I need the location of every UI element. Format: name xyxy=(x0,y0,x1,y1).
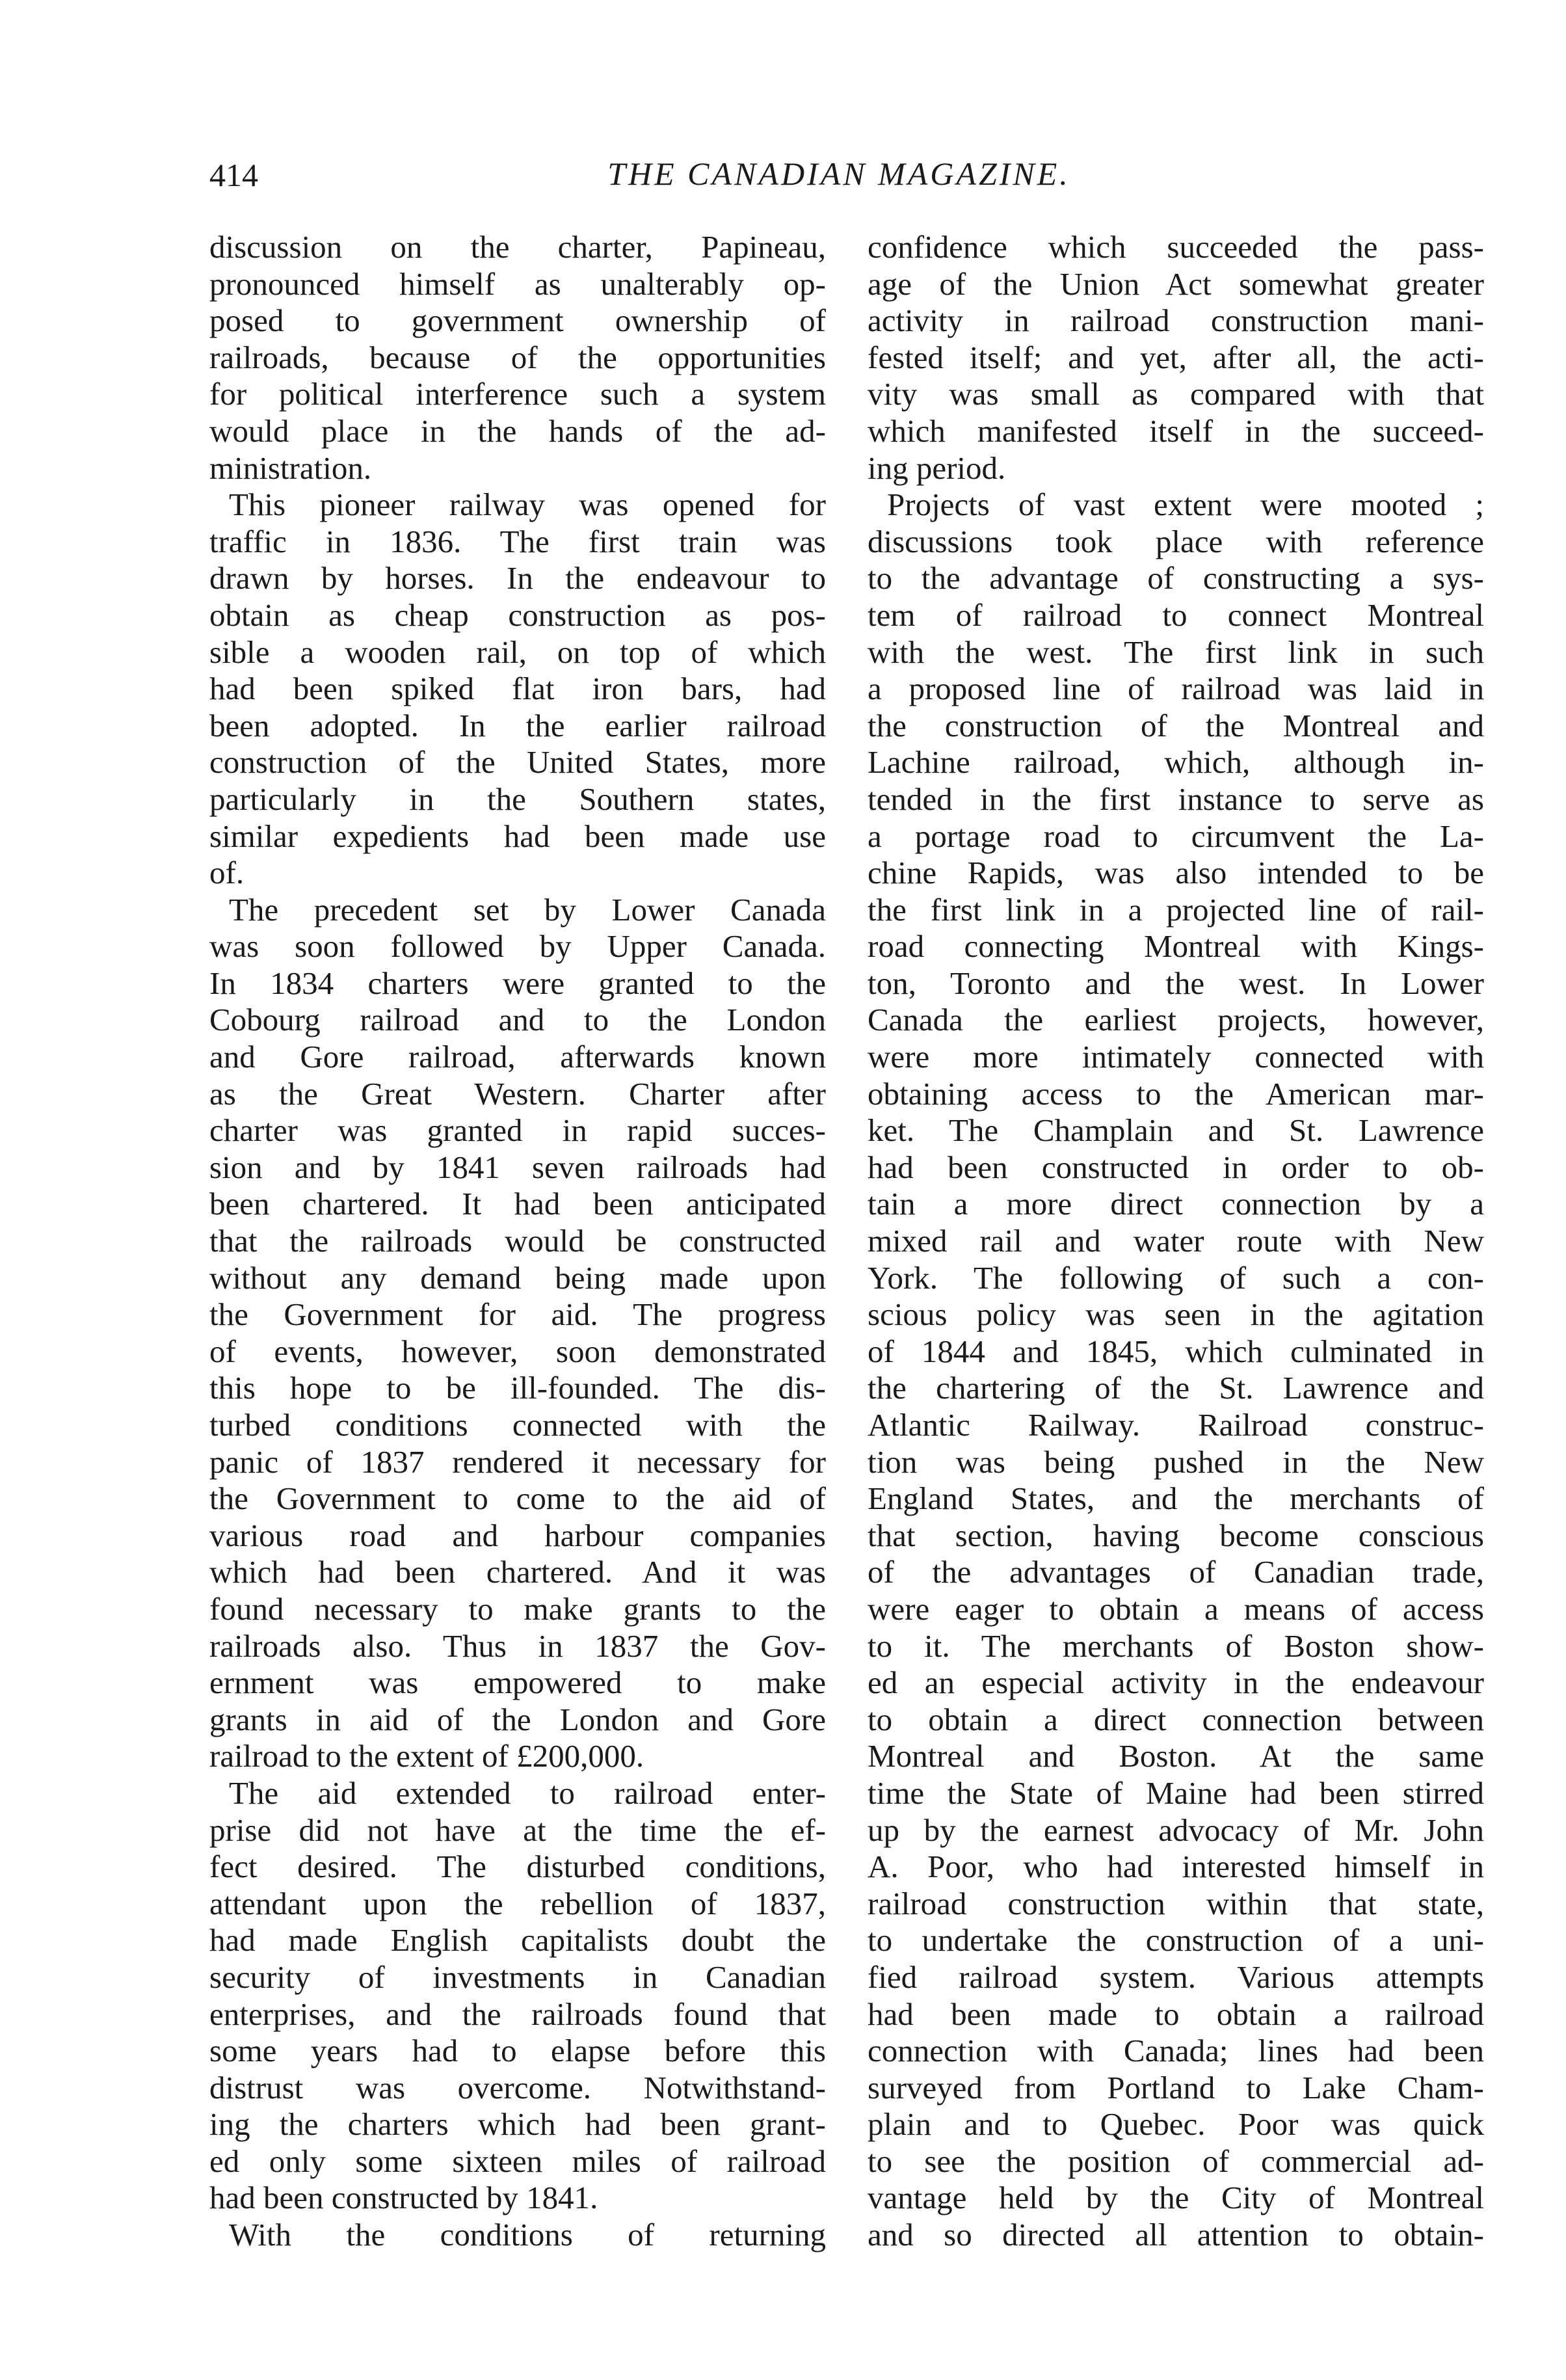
text-line: vantage held by the City of Montreal xyxy=(868,2180,1484,2216)
text-line: posed to government ownership of xyxy=(209,302,826,339)
text-line: which had been chartered. And it was xyxy=(209,1554,826,1590)
text-line: would place in the hands of the ad- xyxy=(209,412,826,449)
paragraph xyxy=(209,487,826,892)
paragraph xyxy=(209,892,826,1775)
text-line: activity in railroad construction mani- xyxy=(868,302,1484,339)
text-line: as the Great Western. Charter after xyxy=(209,1075,826,1112)
text-line: the Government to come to the aid of xyxy=(209,1480,826,1517)
text-line: confidence which succeeded the pass- xyxy=(868,229,1484,265)
text-line: railroads also. Thus in 1837 the Gov- xyxy=(209,1627,826,1664)
text-line: the chartering of the St. Lawrence and xyxy=(868,1370,1484,1406)
text-line: charter was granted in rapid succes- xyxy=(209,1112,826,1149)
text-line: vity was small as compared with that xyxy=(868,376,1484,412)
text-line: prise did not have at the time the ef- xyxy=(209,1812,826,1848)
text-line: of 1844 and 1845, which culminated in xyxy=(868,1333,1484,1369)
text-line: discussions took place with reference xyxy=(868,523,1484,559)
text-line: railroads, because of the opportunities xyxy=(209,339,826,375)
text-line: the construction of the Montreal and xyxy=(868,707,1484,743)
text-column-right xyxy=(868,229,1484,2254)
text-line: particularly in the Southern states, xyxy=(209,781,826,817)
text-line: ton, Toronto and the west. In Lower xyxy=(868,965,1484,1001)
text-line: time the State of Maine had been stirred xyxy=(868,1774,1484,1811)
paragraph xyxy=(209,1775,826,2217)
text-line: that section, having become conscious xyxy=(868,1517,1484,1553)
text-line: distrust was overcome. Notwithstand- xyxy=(209,2069,826,2106)
text-line: to the advantage of constructing a sys- xyxy=(868,560,1484,596)
text-line: ed an especial activity in the endeavour xyxy=(868,1665,1484,1701)
text-line: construction of the United States, more xyxy=(209,744,826,781)
text-line: Projects of vast extent were mooted ; xyxy=(887,487,1484,523)
text-line: drawn by horses. In the endeavour to xyxy=(209,560,826,596)
text-line: ing period. xyxy=(868,449,1006,486)
text-line: enterprises, and the railroads found that xyxy=(209,1996,826,2032)
text-line: to see the position of commercial ad- xyxy=(868,2143,1484,2179)
text-line: to undertake the construction of a uni- xyxy=(868,1922,1484,1959)
text-line: A. Poor, who had interested himself in xyxy=(868,1849,1484,1885)
text-line: Canada the earliest projects, however, xyxy=(868,1002,1484,1038)
text-line: without any demand being made upon xyxy=(209,1259,826,1296)
text-line: to obtain a direct connection between xyxy=(868,1701,1484,1737)
text-line: found necessary to make grants to the xyxy=(209,1590,826,1627)
text-line: traffic in 1836. The first train was xyxy=(209,523,826,559)
text-line: this hope to be ill-founded. The dis- xyxy=(209,1370,826,1406)
text-line: with the west. The first link in such xyxy=(868,634,1484,670)
text-line: age of the Union Act somewhat greater xyxy=(868,265,1484,302)
text-line: panic of 1837 rendered it necessary for xyxy=(209,1443,826,1480)
text-line: of. xyxy=(209,855,245,891)
text-line: and Gore railroad, afterwards known xyxy=(209,1039,826,1075)
text-line: security of investments in Canadian xyxy=(209,1959,826,1995)
text-line: York. The following of such a con- xyxy=(868,1259,1484,1296)
text-line: had been spiked flat iron bars, had xyxy=(209,671,826,707)
text-line: This pioneer railway was opened for xyxy=(229,487,826,523)
text-line: a portage road to circumvent the La- xyxy=(868,818,1484,854)
text-line: attendant upon the rebellion of 1837, xyxy=(209,1885,826,1921)
text-line: for political interference such a system xyxy=(209,376,826,412)
text-line: chine Rapids, was also intended to be xyxy=(868,855,1484,891)
text-line: turbed conditions connected with the xyxy=(209,1407,826,1443)
text-line: England States, and the merchants of xyxy=(868,1480,1484,1517)
text-column-left xyxy=(209,229,826,2254)
text-line: ing the charters which had been grant- xyxy=(209,2106,826,2143)
text-line: ernment was empowered to make xyxy=(209,1665,826,1701)
text-line: scious policy was seen in the agitation xyxy=(868,1296,1484,1333)
text-line: connection with Canada; lines had been xyxy=(868,2033,1484,2069)
text-line: to it. The merchants of Boston show- xyxy=(868,1627,1484,1664)
text-line: fect desired. The disturbed conditions, xyxy=(209,1849,826,1885)
text-line: railroad construction within that state, xyxy=(868,1885,1484,1921)
text-line: road connecting Montreal with Kings- xyxy=(868,928,1484,965)
text-line: the Government for aid. The progress xyxy=(209,1296,826,1333)
page-number: 414 xyxy=(209,157,258,193)
text-line: fested itself; and yet, after all, the acti- xyxy=(868,339,1484,375)
text-line: The precedent set by Lower Canada xyxy=(229,891,826,928)
text-line: obtaining access to the American mar- xyxy=(868,1075,1484,1112)
text-line: were more intimately connected with xyxy=(868,1039,1484,1075)
text-line: some years had to elapse before this xyxy=(209,2033,826,2069)
text-line: been chartered. It had been anticipated xyxy=(209,1186,826,1222)
text-line: up by the earnest advocacy of Mr. John xyxy=(868,1812,1484,1848)
text-line: and so directed all attention to obtain- xyxy=(868,2217,1484,2253)
text-line: which manifested itself in the succeed- xyxy=(868,412,1484,449)
text-line: tem of railroad to connect Montreal xyxy=(868,596,1484,633)
text-line: sible a wooden rail, on top of which xyxy=(209,634,826,670)
text-line: In 1834 charters were granted to the xyxy=(209,965,826,1001)
text-line: had been constructed in order to ob- xyxy=(868,1149,1484,1185)
text-line: various road and harbour companies xyxy=(209,1517,826,1553)
text-line: the first link in a projected line of rail- xyxy=(868,891,1484,928)
text-line: obtain as cheap construction as pos- xyxy=(209,596,826,633)
text-line: discussion on the charter, Papineau, xyxy=(209,229,826,265)
text-line: similar expedients had been made use xyxy=(209,818,826,854)
text-line: had been made to obtain a railroad xyxy=(868,1996,1484,2032)
text-line: a proposed line of railroad was laid in xyxy=(868,671,1484,707)
text-line: ministration. xyxy=(209,449,372,486)
paragraph xyxy=(868,229,1484,487)
text-line: Atlantic Railway. Railroad construc- xyxy=(868,1407,1484,1443)
text-line: pronounced himself as unalterably op- xyxy=(209,265,826,302)
text-line: ket. The Champlain and St. Lawrence xyxy=(868,1112,1484,1149)
text-line: were eager to obtain a means of access xyxy=(868,1590,1484,1627)
text-line: plain and to Quebec. Poor was quick xyxy=(868,2106,1484,2143)
paragraph xyxy=(209,2217,826,2254)
text-line: The aid extended to railroad enter- xyxy=(229,1774,826,1811)
text-line: sion and by 1841 seven railroads had xyxy=(209,1149,826,1185)
text-line: ed only some sixteen miles of railroad xyxy=(209,2143,826,2179)
running-title: THE CANADIAN MAGAZINE. xyxy=(607,155,1070,192)
paragraph xyxy=(209,229,826,487)
text-line: of the advantages of Canadian trade, xyxy=(868,1554,1484,1590)
text-line: mixed rail and water route with New xyxy=(868,1223,1484,1259)
text-line: tended in the first instance to serve as xyxy=(868,781,1484,817)
text-line: tain a more direct connection by a xyxy=(868,1186,1484,1222)
text-line: been adopted. In the earlier railroad xyxy=(209,707,826,743)
text-line: grants in aid of the London and Gore xyxy=(209,1701,826,1737)
text-line: had made English capitalists doubt the xyxy=(209,1922,826,1959)
text-line: surveyed from Portland to Lake Cham- xyxy=(868,2069,1484,2106)
text-line: Lachine railroad, which, although in- xyxy=(868,744,1484,781)
text-line: Montreal and Boston. At the same xyxy=(868,1738,1484,1774)
text-line: of events, however, soon demonstrated xyxy=(209,1333,826,1369)
text-line: was soon followed by Upper Canada. xyxy=(209,928,826,965)
paragraph xyxy=(868,487,1484,2254)
text-line: fied railroad system. Various attempts xyxy=(868,1959,1484,1995)
text-line: With the conditions of returning xyxy=(229,2217,826,2253)
text-line: that the railroads would be constructed xyxy=(209,1223,826,1259)
text-line: tion was being pushed in the New xyxy=(868,1443,1484,1480)
text-line: Cobourg railroad and to the London xyxy=(209,1002,826,1038)
text-line: had been constructed by 1841. xyxy=(209,2180,598,2216)
text-line: railroad to the extent of £200,000. xyxy=(209,1738,644,1774)
